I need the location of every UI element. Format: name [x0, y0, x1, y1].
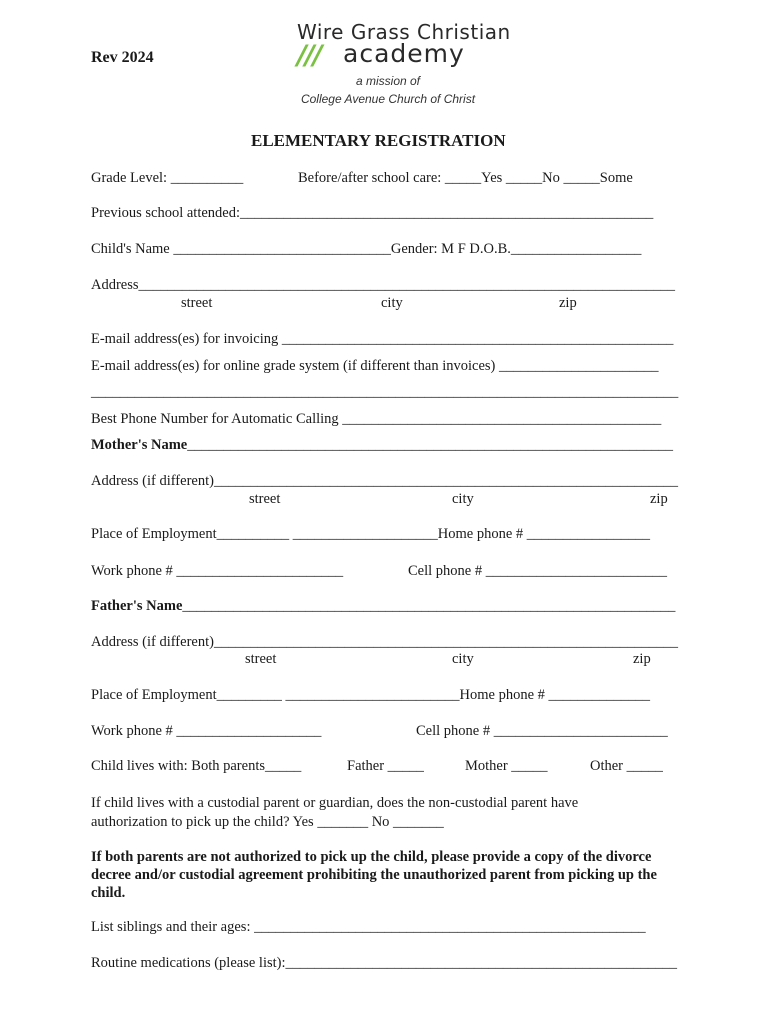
grade-level-field[interactable]: Grade Level: __________	[91, 170, 244, 186]
logo-line2: academy	[343, 39, 465, 68]
mother-street-label: street	[249, 491, 281, 507]
logo-slashes: ///	[297, 40, 321, 71]
email-extra-line[interactable]: _________________________________________________________________________________	[91, 384, 679, 400]
father-zip-label: zip	[633, 651, 651, 667]
mother-name-line[interactable]: ___________________________________________________________________	[187, 437, 673, 453]
address-street-label: street	[181, 295, 213, 311]
previous-school-field[interactable]: Previous school attended:_________________________________________________________	[91, 205, 654, 221]
custody-warning: If both parents are not authorized to pick up the child, please provide a copy of the divorce decree and/or custodial agreement prohibiting the unauthorized parent from picking up the child.	[91, 849, 657, 901]
mother-employment-field[interactable]: Place of Employment__________ ____________________Home phone # _________________	[91, 526, 651, 542]
father-address-field[interactable]: Address (if different)________________________________________________________________	[91, 634, 678, 650]
page-title: ELEMENTARY REGISTRATION	[251, 131, 506, 150]
mother-city-label: city	[452, 491, 474, 507]
logo-line1: Wire Grass Christian	[297, 20, 511, 44]
mother-work-phone-field[interactable]: Work phone # _______________________	[91, 563, 344, 579]
mother-zip-label: zip	[650, 491, 668, 507]
child-name-field[interactable]: Child's Name ______________________________Gender: M F D.O.B.__________________	[91, 241, 642, 257]
mission-text: a mission of	[355, 74, 421, 88]
medications-field[interactable]: Routine medications (please list):______________________________________________________	[91, 955, 677, 971]
address-field[interactable]: Address__________________________________________________________________________	[91, 277, 676, 293]
email-invoice-field[interactable]: E-mail address(es) for invoicing ______________________________________________________	[91, 331, 674, 347]
father-city-label: city	[452, 651, 474, 667]
school-care-field[interactable]: Before/after school care: _____Yes _____No _____Some	[298, 170, 633, 186]
father-work-phone-field[interactable]: Work phone # ____________________	[91, 723, 322, 739]
custodial-question[interactable]: If child lives with a custodial parent or guardian, does the non-custodial parent have authorization to pick up the child? Yes _______ No _______	[91, 795, 579, 830]
email-grade-field[interactable]: E-mail address(es) for online grade system (if different than invoices) ______________________	[91, 358, 659, 374]
lives-with-both-field[interactable]: Child lives with: Both parents_____	[91, 758, 302, 774]
father-employment-field[interactable]: Place of Employment_________ ________________________Home phone # ______________	[91, 687, 651, 703]
siblings-field[interactable]: List siblings and their ages: ______________________________________________________	[91, 919, 646, 935]
father-name-row[interactable]	[91, 598, 675, 615]
revision-label: Rev 2024	[91, 49, 154, 66]
lives-with-father-field[interactable]: Father _____	[347, 758, 424, 774]
mother-address-field[interactable]: Address (if different)________________________________________________________________	[91, 473, 678, 489]
father-street-label: street	[245, 651, 277, 667]
lives-with-mother-field[interactable]: Mother _____	[465, 758, 548, 774]
mother-name-row[interactable]	[91, 437, 673, 454]
mother-name-label: Mother's Name	[91, 437, 188, 453]
auto-call-phone-field[interactable]: Best Phone Number for Automatic Calling ____________________________________________	[91, 411, 662, 427]
lives-with-other-field[interactable]: Other _____	[590, 758, 663, 774]
address-city-label: city	[381, 295, 403, 311]
father-name-label: Father's Name	[91, 598, 183, 614]
church-name: College Avenue Church of Christ	[300, 92, 476, 106]
father-cell-phone-field[interactable]: Cell phone # ________________________	[416, 723, 668, 739]
address-zip-label: zip	[559, 295, 577, 311]
mother-cell-phone-field[interactable]: Cell phone # _________________________	[408, 563, 667, 579]
father-name-line[interactable]: ____________________________________________________________________	[182, 598, 676, 614]
